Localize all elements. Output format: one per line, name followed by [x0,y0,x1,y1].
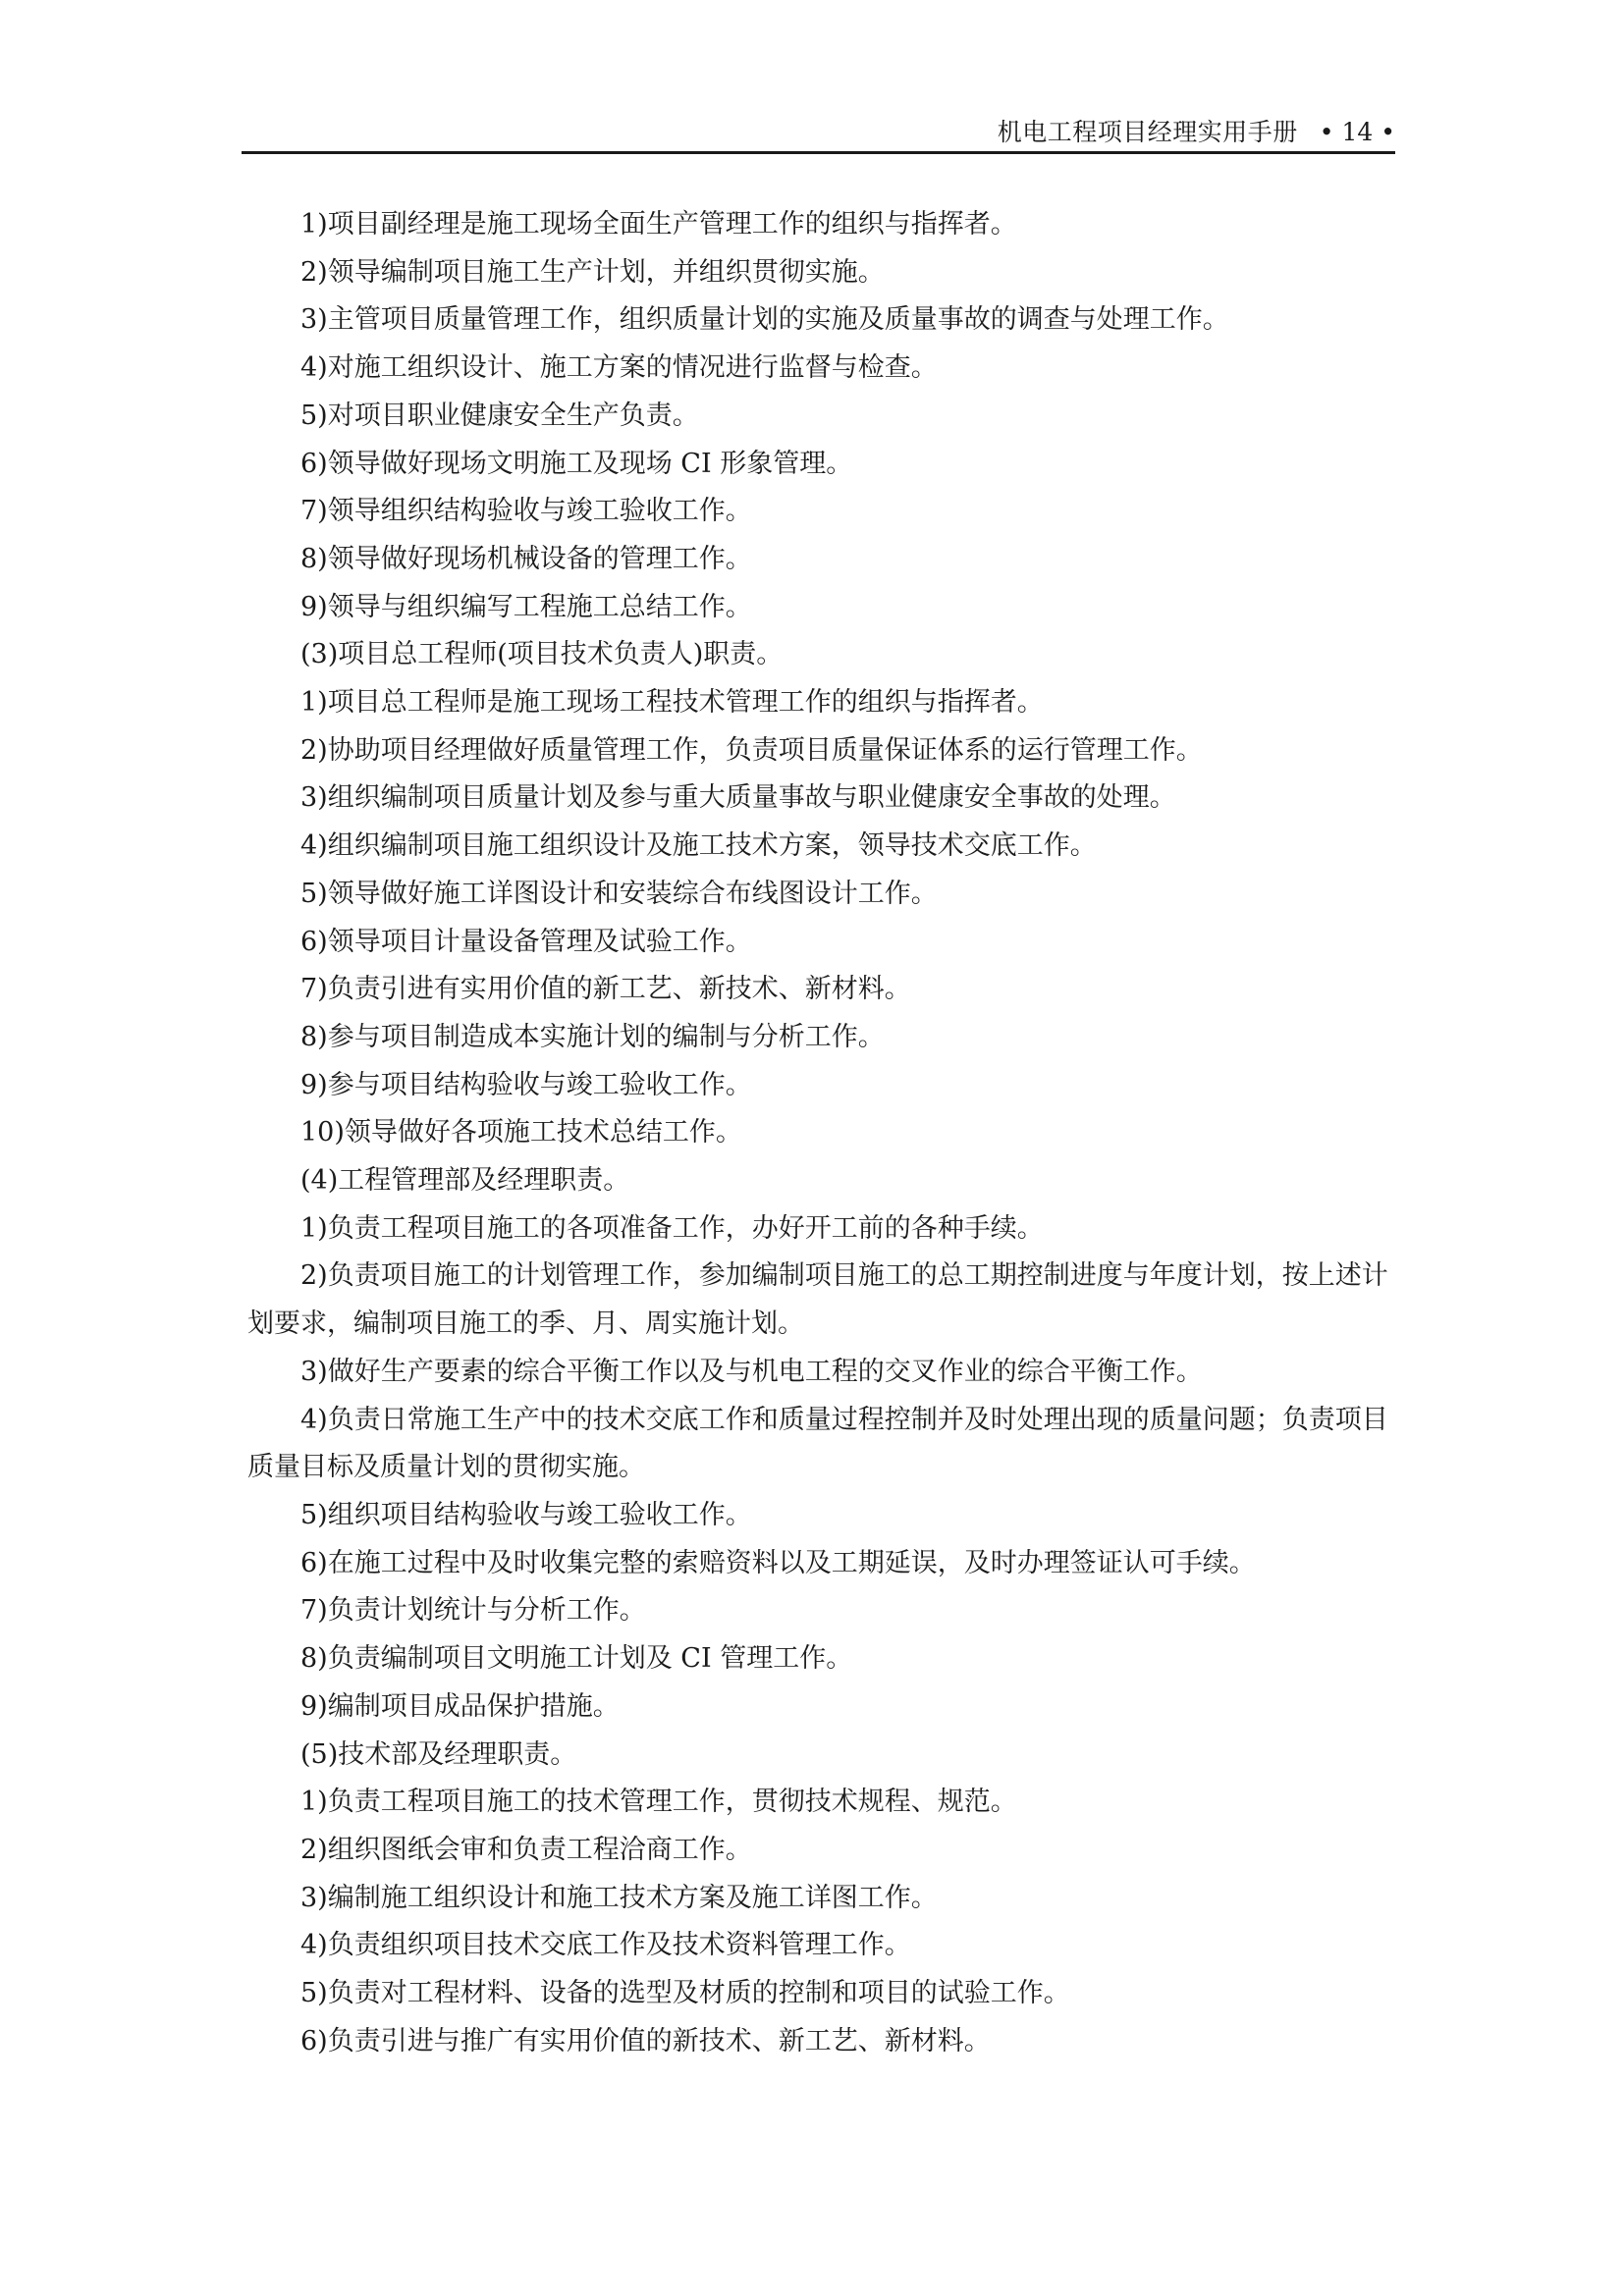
paragraph: 3)做好生产要素的综合平衡工作以及与机电工程的交叉作业的综合平衡工作。 [300,1356,1203,1387]
paragraph: 8)负责编制项目文明施工计划及 CI 管理工作。 [300,1643,853,1675]
page-number: • 14 • [1319,118,1395,146]
paragraph: 1)项目总工程师是施工现场工程技术管理工作的组织与指挥者。 [300,687,1044,719]
paragraph: 5)对项目职业健康安全生产负责。 [300,400,699,431]
paragraph: 9)编制项目成品保护措施。 [300,1690,620,1722]
section-heading: (3)项目总工程师(项目技术负责人)职责。 [300,639,784,670]
paragraph: 3)主管项目质量管理工作，组织质量计划的实施及质量事故的调查与处理工作。 [300,304,1229,336]
paragraph: 7)领导组织结构验收与竣工验收工作。 [300,496,752,527]
body-text [247,201,1394,2065]
paragraph: 2)负责项目施工的计划管理工作，参加编制项目施工的总工期控制进度与年度计划，按上述计划要求，编制项目施工的季、月、周实施计划。 [247,1260,1388,1340]
paragraph: 6)领导项目计量设备管理及试验工作。 [300,926,752,957]
section-heading: (5)技术部及经理职责。 [300,1738,577,1770]
paragraph: 4)对施工组织设计、施工方案的情况进行监督与检查。 [300,352,938,384]
paragraph: 4)负责组织项目技术交底工作及技术资料管理工作。 [300,1930,911,1961]
paragraph: 1)负责工程项目施工的技术管理工作，贯彻技术规程、规范。 [300,1787,1017,1818]
paragraph: 1)项目副经理是施工现场全面生产管理工作的组织与指挥者。 [300,209,1017,240]
paragraph: 7)负责计划统计与分析工作。 [300,1595,646,1627]
section-heading: (4)工程管理部及经理职责。 [300,1165,630,1197]
paragraph: 8)参与项目制造成本实施计划的编制与分析工作。 [300,1021,885,1052]
paragraph: 3)编制施工组织设计和施工技术方案及施工详图工作。 [300,1882,938,1913]
paragraph: 5)组织项目结构验收与竣工验收工作。 [300,1499,752,1530]
book-title: 机电工程项目经理实用手册 [997,118,1298,146]
paragraph: 6)负责引进与推广有实用价值的新技术、新工艺、新材料。 [300,2025,991,2056]
paragraph: 5)领导做好施工详图设计和安装综合布线图设计工作。 [300,878,938,909]
paragraph: 2)领导编制项目施工生产计划，并组织贯彻实施。 [300,256,885,288]
paragraph: 1)负责工程项目施工的各项准备工作，办好开工前的各种手续。 [300,1212,1044,1244]
paragraph: 3)组织编制项目质量计划及参与重大质量事故与职业健康安全事故的处理。 [300,782,1176,814]
paragraph: 4)负责日常施工生产中的技术交底工作和质量过程控制并及时处理出现的质量问题；负责项目质量目标及质量计划的贯彻实施。 [247,1404,1388,1483]
paragraph: 4)组织编制项目施工组织设计及施工技术方案，领导技术交底工作。 [300,830,1097,862]
paragraph: 8)领导做好现场机械设备的管理工作。 [300,543,752,574]
paragraph: 9)参与项目结构验收与竣工验收工作。 [300,1069,752,1100]
paragraph: 7)负责引进有实用价值的新工艺、新技术、新材料。 [300,974,911,1005]
paragraph: 2)组织图纸会审和负责工程洽商工作。 [300,1834,752,1865]
paragraph: 10)领导做好各项施工技术总结工作。 [300,1117,742,1148]
paragraph: 2)协助项目经理做好质量管理工作，负责项目质量保证体系的运行管理工作。 [300,734,1203,766]
paragraph: 6)在施工过程中及时收集完整的索赔资料以及工期延误，及时办理签证认可手续。 [300,1547,1256,1578]
paragraph: 6)领导做好现场文明施工及现场 CI 形象管理。 [300,448,853,479]
header-rule [242,151,1395,154]
paragraph: 5)负责对工程材料、设备的选型及材质的控制和项目的试验工作。 [300,1978,1070,2009]
paragraph: 9)领导与组织编写工程施工总结工作。 [300,591,752,622]
running-header [242,116,1395,149]
